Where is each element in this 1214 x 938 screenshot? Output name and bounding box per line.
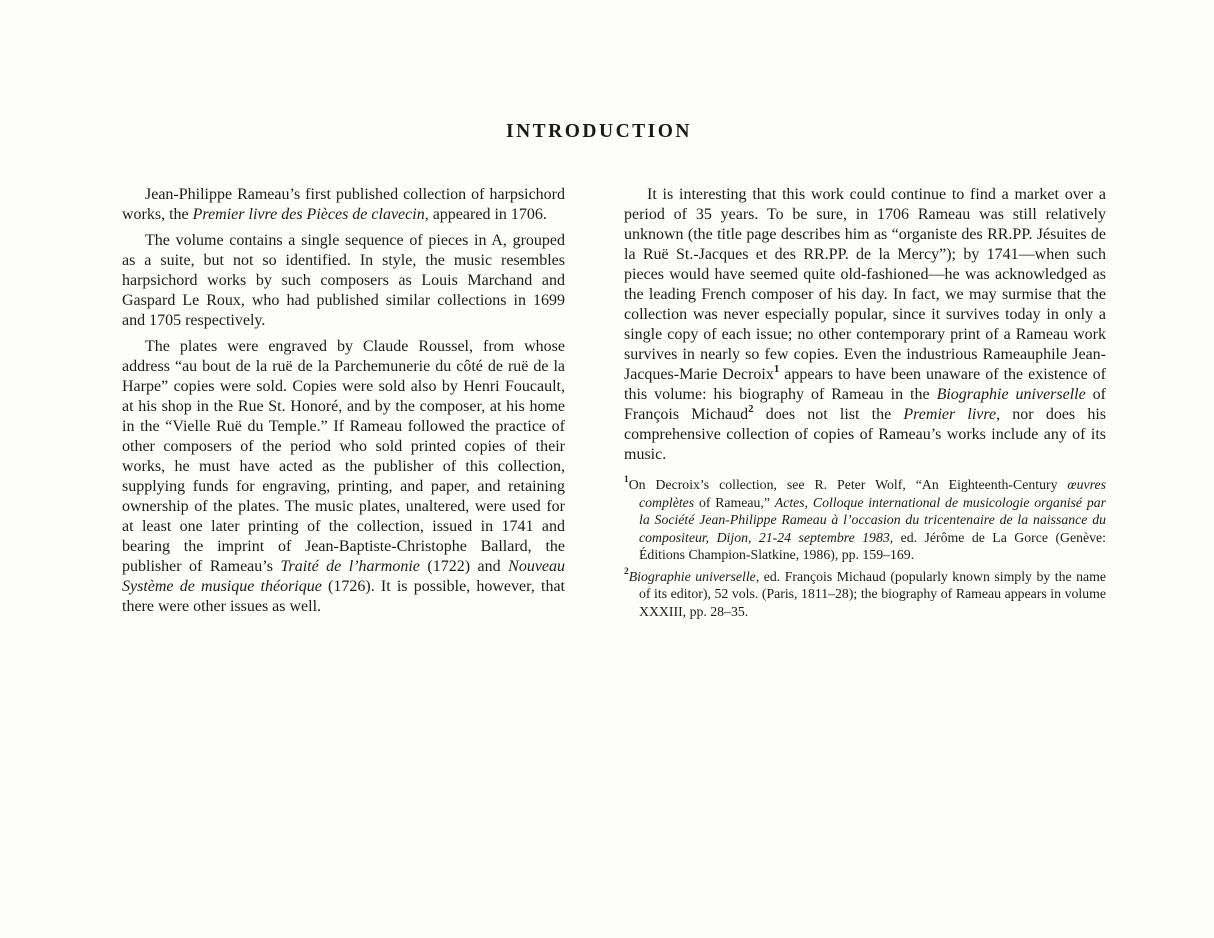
text-segment: , ed. Jérôme de La Gorce (Genève: Éditions Champion-Slatkine, 1986), pp. 159–169. [639,529,1106,562]
page-title: INTRODUCTION [505,121,693,142]
text-segment: , nor does his comprehensive collection of copies of Rameau’s works include any of its music. [624,406,1106,463]
text-segment: The volume contains a single sequence of pieces in A, grouped as a suite, but not so identified. In style, the music resembles harpsichord works by such composers as Louis Marchand and Gaspard Le Roux, who had published similar collections in 1699 and 1705 respectively. [122,232,565,329]
left-column [122,185,565,620]
text-segment: does not list the [753,406,904,423]
italic-text: Biographie universelle [628,568,756,584]
italic-text: œuvres complètes [639,477,1106,510]
footnote [624,568,1106,621]
italic-text: Nouveau Système de musique théorique [122,558,566,595]
italic-text: Premier livre des Pièces de clavecin [192,206,425,223]
text-segment: , ed. François Michaud (popularly known simply by the name of its editor), 52 vols. (Paris, 1811–28); the biography of Rameau appears in volume XXXIII, pp. 28–35. [639,568,1106,619]
footnotes [624,476,1106,620]
text-segment: (1722) and [419,558,509,575]
body-paragraph [122,231,565,331]
footnote-marker: 2 [748,402,754,415]
body-paragraph [624,185,1106,465]
text-segment: of François Michaud [624,386,1107,423]
text-segment: (1726). It is possible, however, that there were other issues as well. [122,578,566,615]
italic-text: Premier livre [903,406,997,423]
footnote-marker: 1 [624,475,629,486]
footnote [624,476,1106,564]
text-segment: Jean-Philippe Rameau’s first published collection of harpsichord works, the [122,186,565,223]
italic-text: Biographie universelle [936,386,1086,403]
text-segment: On Decroix’s collection, see R. Peter Wolf, “An Eighteenth-Century [628,477,1068,492]
text-segment: appears to have been unaware of the existence of this volume: his biography of Rameau in the [624,366,1107,403]
text-segment: , appeared in 1706. [424,206,547,223]
right-column-body [624,185,1106,465]
text-segment: of Rameau,” [694,494,775,510]
text-columns [122,185,1106,620]
text-segment: The plates were engraved by Claude Roussel, from whose address “au bout de la ruë de la Parchemunerie du côté de ruë de la Harpe” copies were sold. Copies were sold also by Henri Foucault, at his shop in the Rue St. Honoré, and by the composer, at his home in the “Vielle Ruë du Temple.” If Rameau followed the practice of other composers of the period who sold printed copies of their works, he must have acted as the publisher of this collection, supplying funds for engraving, printing, and paper, and retaining ownership of the plates. The music plates, unaltered, were used for at least one later printing of the collection, issued in 1741 and bearing the imprint of Jean-Baptiste-Christophe Ballard, the publisher of Rameau’s [122,338,565,575]
text-segment: It is interesting that this work could continue to find a market over a period of 35 years. To be sure, in 1706 Rameau was still relatively unknown (the title page describes him as “organiste des RR.PP. Jésuites de la Ruë St.-Jacques et des RR.PP. de la Mercy”); by 1741—when such pieces would have seemed quite old-fashioned—he was acknowledged as the leading French composer of his day. In fact, we may surmise that the collection was never especially popular, since it survives today in only a single copy of each issue; no other contemporary print of a Rameau work survives in nearly so few copies. Even the industrious Rameauphile Jean-Jacques-Marie Decroix [624,186,1106,383]
right-column [624,185,1106,620]
body-paragraph [122,337,565,617]
italic-text: Actes, Colloque international de musicologie organisé par la Société Jean-Philippe Rameau à l’occasion du tricentenaire de la naissance du compositeur, Dijon, 21-24 septembre 1983 [639,494,1106,545]
italic-text: Traité de l’harmonie [280,558,420,575]
footnote-marker: 2 [624,566,629,577]
footnote-marker: 1 [773,362,780,375]
body-paragraph [122,185,565,225]
